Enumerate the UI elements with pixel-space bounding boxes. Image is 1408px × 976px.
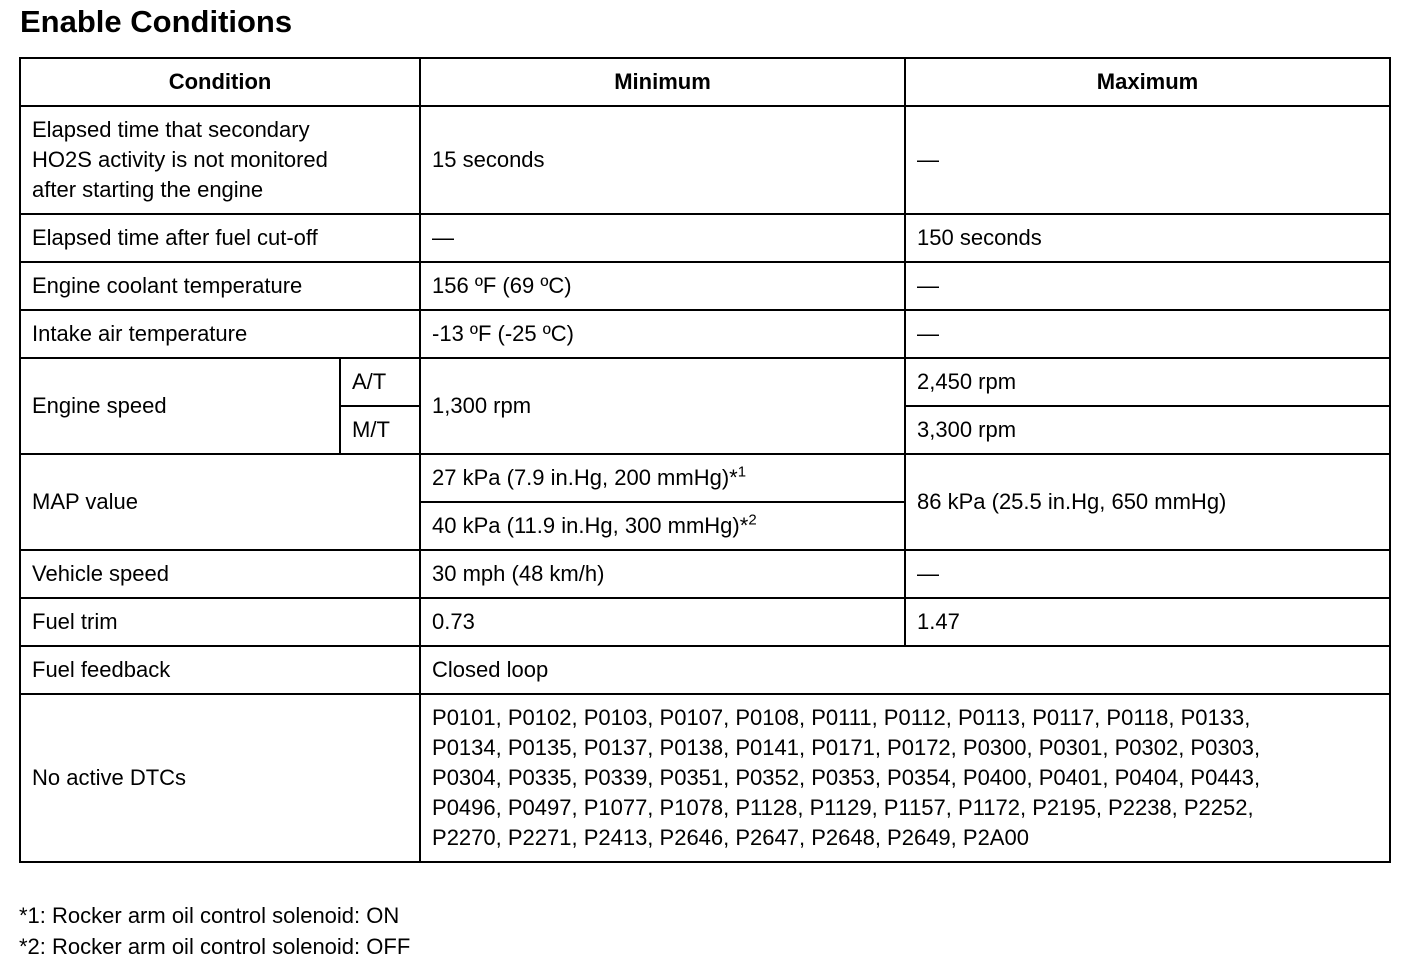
table-row	[20, 310, 1390, 358]
maximum-cell: 1.47	[905, 598, 1390, 646]
condition-cell: Elapsed time after fuel cut-off	[20, 214, 420, 262]
maximum-cell: —	[905, 262, 1390, 310]
maximum-cell: 150 seconds	[905, 214, 1390, 262]
condition-cell: Fuel feedback	[20, 646, 420, 694]
map-min-1: 27 kPa (7.9 in.Hg, 200 mmHg)*	[432, 465, 738, 490]
footnote: *1: Rocker arm oil control solenoid: ON	[19, 903, 400, 928]
condition-cell: MAP value	[20, 454, 420, 550]
dtc-line: P2270, P2271, P2413, P2646, P2647, P2648, P2649, P2A00	[432, 825, 1029, 850]
dtc-line: P0304, P0335, P0339, P0351, P0352, P0353, P0354, P0400, P0401, P0404, P0443,	[432, 765, 1261, 790]
table-row	[20, 214, 1390, 262]
transmission-at-label: A/T	[340, 358, 420, 406]
condition-cell: No active DTCs	[20, 694, 420, 862]
footnotes	[19, 900, 410, 962]
condition-line: after starting the engine	[32, 177, 264, 202]
page-title: Enable Conditions	[20, 4, 293, 39]
table-row	[20, 646, 1390, 694]
maximum-cell: —	[905, 550, 1390, 598]
condition-line: HO2S activity is not monitored	[32, 147, 328, 172]
maximum-cell: 86 kPa (25.5 in.Hg, 650 mmHg)	[905, 454, 1390, 550]
maximum-cell: —	[905, 106, 1390, 214]
minimum-cell	[420, 502, 905, 550]
maximum-cell: —	[905, 310, 1390, 358]
dtc-list-cell	[420, 694, 1390, 862]
table-row	[20, 550, 1390, 598]
minimum-cell	[420, 454, 905, 502]
table-header-row	[20, 58, 1390, 106]
condition-cell: Engine coolant temperature	[20, 262, 420, 310]
transmission-mt-label: M/T	[340, 406, 420, 454]
table-row	[20, 358, 1390, 406]
dtc-line: P0134, P0135, P0137, P0138, P0141, P0171, P0172, P0300, P0301, P0302, P0303,	[432, 735, 1261, 760]
minimum-cell: 0.73	[420, 598, 905, 646]
table-row	[20, 262, 1390, 310]
table-row	[20, 694, 1390, 862]
footnote-ref-1: 1	[737, 463, 747, 481]
minimum-cell: 1,300 rpm	[420, 358, 905, 454]
dtc-line: P0496, P0497, P1077, P1078, P1128, P1129, P1157, P1172, P2195, P2238, P2252,	[432, 795, 1254, 820]
header-condition: Condition	[20, 58, 420, 106]
maximum-cell: 2,450 rpm	[905, 358, 1390, 406]
condition-cell: Fuel trim	[20, 598, 420, 646]
value-cell: Closed loop	[420, 646, 1390, 694]
minimum-cell: 156 ºF (69 ºC)	[420, 262, 905, 310]
table-row	[20, 598, 1390, 646]
minimum-cell: -13 ºF (-25 ºC)	[420, 310, 905, 358]
minimum-cell: —	[420, 214, 905, 262]
condition-line: Elapsed time that secondary	[32, 117, 310, 142]
header-maximum: Maximum	[905, 58, 1390, 106]
footnote-ref-2: 2	[748, 511, 757, 529]
condition-cell	[20, 106, 420, 214]
minimum-cell: 15 seconds	[420, 106, 905, 214]
maximum-cell: 3,300 rpm	[905, 406, 1390, 454]
condition-cell: Intake air temperature	[20, 310, 420, 358]
header-minimum: Minimum	[420, 58, 905, 106]
minimum-cell: 30 mph (48 km/h)	[420, 550, 905, 598]
enable-conditions-table	[19, 57, 1391, 863]
map-min-2: 40 kPa (11.9 in.Hg, 300 mmHg)*	[432, 513, 749, 538]
table-row	[20, 106, 1390, 214]
condition-cell: Engine speed	[20, 358, 340, 454]
dtc-line: P0101, P0102, P0103, P0107, P0108, P0111, P0112, P0113, P0117, P0118, P0133,	[432, 705, 1251, 730]
table-row	[20, 454, 1390, 502]
condition-cell: Vehicle speed	[20, 550, 420, 598]
footnote: *2: Rocker arm oil control solenoid: OFF	[19, 934, 411, 959]
